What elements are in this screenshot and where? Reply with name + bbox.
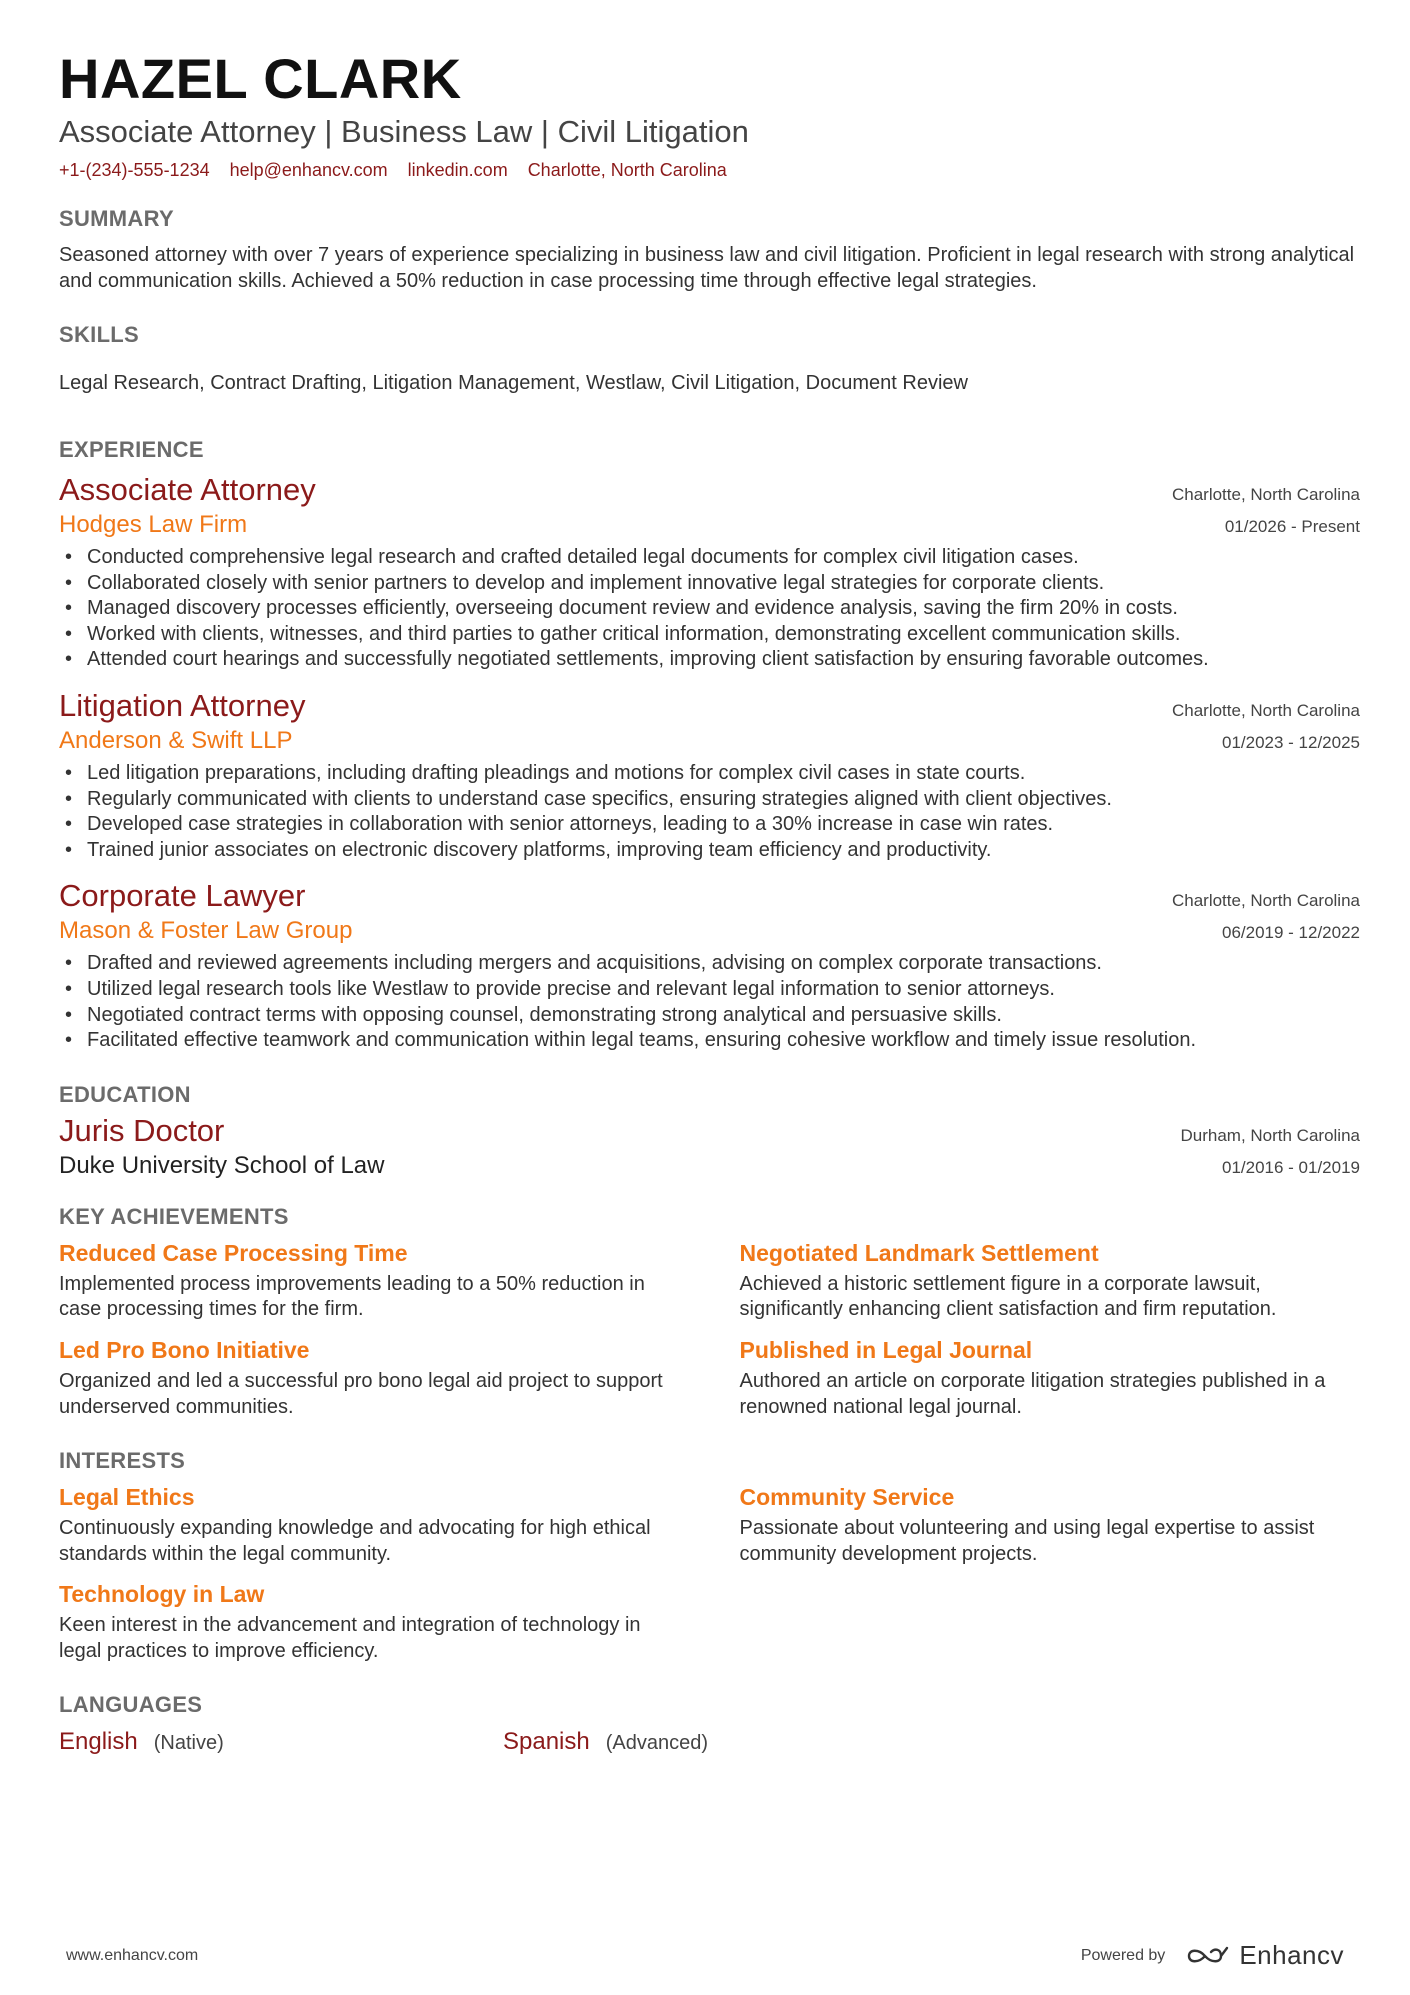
- education-dates: 01/2016 - 01/2019: [1221, 1157, 1360, 1177]
- interest-title: Technology in Law: [59, 1581, 265, 1608]
- interest-item: [59, 1482, 680, 1567]
- achievement-item: [740, 1238, 1361, 1323]
- achievement-desc: Achieved a historic settlement figure in a corporate lawsuit, significantly enhancing client satisfaction and firm reputation.: [739, 1272, 1277, 1321]
- language-item: [59, 1728, 503, 1756]
- resume: [59, 46, 1360, 1756]
- skills-list: Legal Research, Contract Drafting, Litigation Management, Westlaw, Civil Litigation, Document Review: [59, 372, 968, 394]
- experience-section: [59, 435, 1360, 1054]
- contact-info: [59, 158, 1360, 182]
- interest-title: Community Service: [739, 1484, 955, 1511]
- list-item: • Led litigation preparations, including drafting pleadings and motions for complex civil cases in state courts.: [59, 761, 1360, 787]
- job-bullets: [59, 545, 1360, 673]
- list-item: • Negotiated contract terms with opposing counsel, demonstrating strong analytical and persuasive skills.: [59, 1003, 1360, 1029]
- achievement-item: [59, 1238, 680, 1323]
- education-section: [59, 1080, 1360, 1182]
- list-item: • Developed case strategies in collaboration with senior attorneys, leading to a 30% increase in case win rates.: [59, 812, 1360, 838]
- footer-website-link[interactable]: www.enhancv.com: [66, 1946, 199, 1964]
- interest-desc: Continuously expanding knowledge and advocating for high ethical standards within the legal community.: [59, 1517, 651, 1565]
- language-level: (Native): [153, 1732, 224, 1755]
- job-dates: 01/2026 - Present: [1224, 517, 1360, 536]
- section-heading-languages: LANGUAGES: [59, 1692, 203, 1718]
- summary-text: Seasoned attorney with over 7 years of experience specializing in business law and civil litigation. Proficient in legal research with strong analytical and communication skills. Achieved a 50% reduction in case processing time through effective legal strategies.: [59, 244, 1355, 292]
- footer: [66, 1940, 1344, 1971]
- interest-title: Legal Ethics: [59, 1484, 195, 1511]
- interest-item: [59, 1579, 680, 1664]
- job-bullets: [59, 951, 1360, 1053]
- list-item: • Attended court hearings and successfully negotiated settlements, improving client satisfaction by ensuring favorable outcomes.: [59, 647, 1360, 673]
- degree: Juris Doctor: [59, 1112, 225, 1148]
- enhancv-logo-icon: [1185, 1944, 1231, 1968]
- list-item: • Drafted and reviewed agreements including mergers and acquisitions, advising on complex corporate transactions.: [59, 951, 1360, 977]
- job-location: Charlotte, North Carolina: [1171, 891, 1360, 911]
- job-location: Charlotte, North Carolina: [1171, 485, 1360, 504]
- job-bullets: [59, 761, 1360, 863]
- achievement-title: Reduced Case Processing Time: [59, 1239, 408, 1266]
- job-dates: 01/2023 - 12/2025: [1221, 732, 1360, 752]
- job-entry: [59, 687, 1360, 863]
- job-dates: 06/2019 - 12/2022: [1221, 923, 1360, 943]
- section-heading-interests: INTERESTS: [59, 1448, 186, 1474]
- powered-by-label: Powered by: [1080, 1946, 1166, 1964]
- linkedin-link[interactable]: linkedin.com: [407, 160, 508, 180]
- job-company: Mason & Foster Law Group: [59, 917, 353, 945]
- interest-desc: Keen interest in the advancement and integration of technology in legal practices to improve efficiency.: [59, 1614, 641, 1662]
- interest-item: [740, 1482, 1361, 1567]
- language-name: Spanish: [503, 1728, 590, 1756]
- list-item: • Trained junior associates on electronic discovery platforms, improving team efficiency and productivity.: [59, 838, 1360, 864]
- achievement-desc: Organized and led a successful pro bono legal aid project to support underserved communities.: [59, 1369, 663, 1418]
- achievement-item: [59, 1335, 680, 1420]
- achievement-desc: Authored an article on corporate litigation strategies published in a renowned national legal journal.: [739, 1369, 1326, 1418]
- achievement-desc: Implemented process improvements leading to a 50% reduction in case processing times for the firm.: [59, 1272, 645, 1321]
- achievement-title: Led Pro Bono Initiative: [59, 1336, 310, 1363]
- language-level: (Advanced): [605, 1732, 709, 1755]
- education-location: Durham, North Carolina: [1180, 1125, 1360, 1145]
- candidate-title: Associate Attorney | Business Law | Civil Litigation: [59, 114, 749, 149]
- section-heading-summary: SUMMARY: [59, 206, 174, 231]
- achievement-item: [740, 1335, 1361, 1420]
- skills-section: [59, 320, 1360, 396]
- list-item: • Utilized legal research tools like Westlaw to provide precise and relevant legal information to senior attorneys.: [59, 977, 1360, 1003]
- list-item: • Regularly communicated with clients to understand case specifics, ensuring strategies aligned with client objectives.: [59, 787, 1360, 813]
- section-heading-education: EDUCATION: [59, 1081, 191, 1107]
- section-heading-achievements: KEY ACHIEVEMENTS: [59, 1203, 289, 1229]
- summary-section: [59, 204, 1360, 294]
- job-location: Charlotte, North Carolina: [1171, 700, 1360, 720]
- school-name: Duke University School of Law: [59, 1151, 385, 1179]
- achievements-section: [59, 1202, 1360, 1420]
- job-entry: [59, 471, 1360, 673]
- job-role: Litigation Attorney: [59, 687, 306, 723]
- job-company: Hodges Law Firm: [59, 511, 248, 538]
- powered-by: [1081, 1940, 1344, 1971]
- brand-name: Enhancv: [1239, 1940, 1344, 1970]
- list-item: • Conducted comprehensive legal research and crafted detailed legal documents for complex civil litigation cases.: [59, 545, 1360, 571]
- language-item: [503, 1728, 947, 1756]
- phone[interactable]: +1-(234)-555-1234: [59, 160, 210, 180]
- job-role: Corporate Lawyer: [59, 878, 306, 914]
- list-item: • Managed discovery processes efficiently, overseeing document review and evidence analysis, saving the firm 20% in costs.: [59, 596, 1360, 622]
- email-link[interactable]: help@enhancv.com: [229, 160, 388, 180]
- job-role: Associate Attorney: [59, 472, 316, 507]
- job-company: Anderson & Swift LLP: [59, 726, 293, 754]
- language-name: English: [59, 1728, 138, 1756]
- location: Charlotte, North Carolina: [527, 160, 727, 180]
- list-item: • Worked with clients, witnesses, and third parties to gather critical information, demonstrating excellent communication skills.: [59, 622, 1360, 648]
- list-item: • Facilitated effective teamwork and communication within legal teams, ensuring cohesive workflow and timely issue resolution.: [59, 1028, 1360, 1054]
- section-heading-experience: EXPERIENCE: [59, 437, 204, 462]
- interest-desc: Passionate about volunteering and using legal expertise to assist community development projects.: [739, 1517, 1315, 1565]
- section-heading-skills: SKILLS: [59, 322, 140, 347]
- languages-section: [59, 1690, 1360, 1756]
- list-item: • Collaborated closely with senior partners to develop and implement innovative legal strategies for corporate clients.: [59, 571, 1360, 597]
- header: [59, 46, 1360, 182]
- candidate-name: HAZEL CLARK: [59, 47, 462, 110]
- job-entry: [59, 877, 1360, 1053]
- achievement-title: Negotiated Landmark Settlement: [739, 1239, 1099, 1266]
- interests-section: [59, 1446, 1360, 1664]
- enhancv-brand[interactable]: [1185, 1940, 1344, 1971]
- achievement-title: Published in Legal Journal: [739, 1336, 1033, 1363]
